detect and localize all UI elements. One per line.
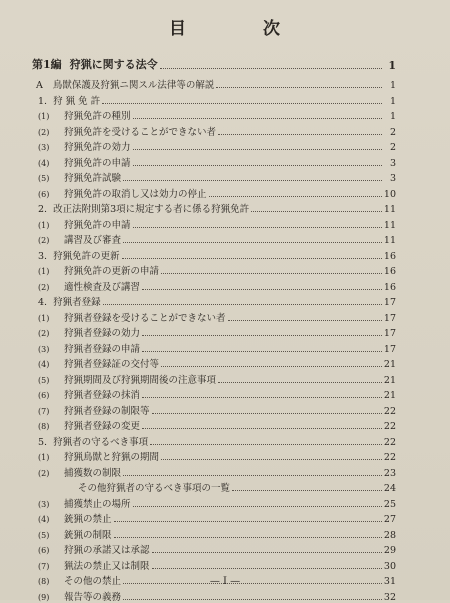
- entry-number: (1): [38, 453, 50, 462]
- page-folio: — I —: [209, 576, 241, 587]
- toc-entry: [32, 355, 396, 371]
- toc-entry: [32, 308, 396, 324]
- entry-page: 21: [383, 390, 396, 401]
- section-number: A: [36, 80, 43, 91]
- entry-page: 22: [383, 421, 396, 432]
- entry-label: 狩猟者登録の制限等: [64, 405, 150, 417]
- leader-dots: [161, 366, 382, 367]
- toc-entry: [32, 370, 396, 386]
- entry-number: (5): [38, 375, 50, 385]
- entry-heading: [38, 527, 112, 541]
- entry-label: 猟法の禁止又は制限: [64, 560, 150, 572]
- toc-entry: [32, 200, 396, 216]
- toc-entry: [32, 169, 396, 185]
- entry-label: 改正法附則第3項に規定する者に係る狩猟免許: [53, 204, 250, 215]
- toc-entry: [32, 138, 396, 154]
- table-of-contents: [32, 52, 396, 603]
- entry-page: 17: [383, 328, 396, 339]
- entry-number: (6): [38, 391, 50, 400]
- entry-heading: [38, 372, 216, 386]
- part-heading: [32, 56, 158, 72]
- entry-page: 30: [383, 560, 396, 572]
- entry-label: 狩猟の承諾又は承認: [64, 545, 150, 556]
- toc-entry: [32, 246, 396, 262]
- leader-dots: [218, 134, 382, 135]
- entry-number: (4): [38, 158, 50, 168]
- toc-entry: [32, 122, 396, 138]
- toc-entry: [32, 494, 396, 510]
- entry-page: 11: [383, 235, 396, 246]
- entry-heading: [38, 93, 100, 107]
- entry-label: 捕獲禁止の場所: [64, 498, 131, 510]
- entry-heading: [78, 480, 230, 494]
- toc-entry: [32, 184, 396, 200]
- entry-number: 4.: [38, 297, 48, 308]
- entry-label: 狩猟免許の種別: [64, 111, 131, 122]
- entry-page: 22: [383, 405, 396, 417]
- toc-entry: [32, 417, 396, 433]
- entry-number: (2): [38, 236, 50, 245]
- entry-page: 22: [383, 436, 396, 448]
- entry-page: 22: [383, 452, 396, 463]
- entry-label: 講習及び審査: [64, 235, 122, 246]
- toc-entry: [32, 91, 396, 107]
- entry-page: 17: [383, 343, 396, 355]
- leader-dots: [160, 68, 382, 69]
- toc-entry: [32, 479, 396, 495]
- leader-dots: [251, 211, 382, 212]
- leader-dots: [133, 149, 382, 150]
- section-label: 鳥獣保護及狩猟ニ関スル法律等の解説: [52, 80, 215, 91]
- entry-label: 報告等の義務: [64, 591, 122, 603]
- entry-label: 適性検査及び講習: [64, 281, 141, 293]
- entry-page: 31: [383, 576, 396, 587]
- toc-entry: [32, 231, 396, 247]
- entry-heading: [38, 511, 112, 525]
- entry-label: 狩猟免許の申請: [64, 157, 131, 169]
- entry-number: 3.: [38, 250, 48, 262]
- leader-dots: [150, 444, 382, 445]
- part-number: 第1編: [32, 58, 62, 71]
- entry-number: (4): [38, 360, 50, 369]
- leader-dots: [161, 459, 382, 460]
- entry-page: 32: [383, 591, 396, 603]
- entry-number: (5): [38, 530, 50, 540]
- entry-number: (6): [38, 546, 50, 555]
- leader-dots: [218, 382, 382, 383]
- toc-entry: [32, 339, 396, 355]
- entry-heading: [38, 170, 121, 184]
- entry-label: その他狩猟者の守るべき事項の一覧: [78, 483, 231, 494]
- entry-heading: [38, 248, 120, 262]
- leader-dots: [142, 428, 382, 429]
- toc-part-entry: [32, 52, 396, 72]
- entry-heading: [38, 325, 140, 339]
- entry-heading: [38, 310, 226, 324]
- leader-dots: [228, 320, 382, 321]
- toc-entry: [32, 525, 396, 541]
- entry-heading: [38, 418, 140, 432]
- entry-number: (1): [38, 220, 50, 230]
- entry-heading: [38, 496, 131, 510]
- entry-number: (2): [38, 282, 50, 292]
- entry-number: (2): [38, 329, 50, 338]
- entry-page: 21: [383, 359, 396, 370]
- leader-dots: [114, 537, 382, 538]
- entry-heading: [38, 186, 207, 200]
- entry-label: 狩猟者登録の効力: [64, 328, 141, 339]
- toc-entry: [32, 324, 396, 340]
- entry-number: (3): [38, 344, 50, 354]
- toc-section-entry: [32, 75, 396, 91]
- entry-label: 狩猟者登録の申請: [64, 343, 141, 355]
- leader-dots: [152, 413, 382, 414]
- entry-number: (4): [38, 515, 50, 524]
- entry-label: 狩猟免許の取消し又は効力の停止: [64, 188, 207, 200]
- entry-number: (2): [38, 468, 50, 478]
- entry-label: 狩猟免許の申請: [64, 219, 131, 231]
- entry-heading: [38, 449, 159, 463]
- entry-heading: [38, 589, 121, 603]
- entry-page: 1: [389, 95, 396, 107]
- entry-number: 1.: [38, 95, 48, 107]
- entry-page: 29: [383, 545, 396, 556]
- part-label: 狩猟に関する法令: [69, 58, 158, 71]
- entry-page: 25: [383, 498, 396, 510]
- entry-heading: [38, 387, 140, 401]
- entry-heading: [38, 294, 101, 308]
- leader-dots: [152, 552, 382, 553]
- entry-page: 2: [389, 142, 396, 153]
- entry-number: (1): [38, 112, 50, 121]
- entry-page: 27: [383, 514, 396, 525]
- entry-label: 狩 猟 免 許: [53, 95, 101, 107]
- entry-label: 銃猟の制限: [64, 529, 112, 541]
- entry-label: その他の禁止: [64, 576, 122, 587]
- leader-dots: [102, 103, 382, 104]
- entry-label: 狩猟者登録の抹消: [64, 390, 141, 401]
- toc-entry: [32, 153, 396, 169]
- entry-number: (7): [38, 406, 50, 416]
- entry-heading: [38, 124, 216, 138]
- entry-label: 狩猟者の守るべき事項: [53, 436, 149, 448]
- entry-number: (7): [38, 561, 50, 571]
- leader-dots: [123, 242, 382, 243]
- entry-label: 狩猟免許の更新: [53, 250, 120, 262]
- entry-heading: [38, 217, 131, 231]
- leader-dots: [114, 521, 382, 522]
- entry-label: 狩猟者登録の変更: [64, 421, 141, 432]
- toc-entry: [32, 262, 396, 278]
- entry-page: 23: [383, 467, 396, 479]
- entry-label: 捕獲数の制限: [64, 467, 122, 479]
- entry-page: 17: [383, 312, 396, 324]
- toc-entry: [32, 107, 396, 123]
- entry-number: (3): [38, 499, 50, 509]
- leader-dots: [122, 258, 382, 259]
- leader-dots: [142, 397, 382, 398]
- entry-number: 2.: [38, 204, 48, 215]
- entry-label: 狩猟免許の効力: [64, 142, 131, 153]
- entry-number: (3): [38, 143, 50, 152]
- entry-page: 3: [389, 157, 396, 169]
- entry-label: 狩猟免許の更新の申請: [64, 266, 160, 277]
- entry-number: (6): [38, 189, 50, 199]
- toc-entry: [32, 448, 396, 464]
- entry-heading: [38, 139, 131, 153]
- leader-dots: [142, 289, 382, 290]
- toc-entry: [32, 432, 396, 448]
- toc-entry: [32, 386, 396, 402]
- toc-entry: [32, 541, 396, 557]
- entry-number: (8): [38, 577, 50, 586]
- toc-entry: [32, 463, 396, 479]
- leader-dots: [133, 227, 382, 228]
- entry-label: 狩猟期間及び狩猟期間後の注意事項: [64, 374, 217, 386]
- entry-number: (9): [38, 592, 50, 602]
- toc-entry: [32, 556, 396, 572]
- leader-dots: [142, 351, 382, 352]
- entry-page: 10: [383, 188, 396, 200]
- entry-heading: [38, 434, 148, 448]
- leader-dots: [209, 196, 382, 197]
- entry-page: 11: [383, 219, 396, 231]
- entry-heading: [38, 155, 131, 169]
- entry-label: 狩猟免許試験: [64, 173, 122, 184]
- entry-number: (2): [38, 127, 50, 137]
- toc-entry: [32, 401, 396, 417]
- entry-label: 狩猟者登録: [53, 297, 101, 308]
- entry-number: (1): [38, 313, 50, 323]
- entry-heading: [38, 341, 140, 355]
- title-char-2: 次: [263, 19, 281, 39]
- section-heading: [36, 77, 214, 91]
- leader-dots: [232, 490, 382, 491]
- entry-heading: [38, 108, 131, 122]
- toc-entry: [32, 277, 396, 293]
- entry-heading: [38, 279, 140, 293]
- leader-dots: [133, 506, 382, 507]
- leader-dots: [161, 273, 382, 274]
- entry-page: 1: [389, 111, 396, 122]
- entry-heading: [38, 558, 150, 572]
- entry-label: 狩猟者登録を受けることができない者: [64, 312, 226, 324]
- entry-label: 狩猟免許を受けることができない者: [64, 126, 217, 138]
- entry-number: 5.: [38, 436, 48, 448]
- entry-heading: [38, 356, 159, 370]
- entry-heading: [38, 542, 150, 556]
- entry-number: (8): [38, 422, 50, 431]
- entry-page: 11: [383, 204, 396, 215]
- leader-dots: [152, 568, 382, 569]
- entry-heading: [38, 403, 150, 417]
- entry-label: 狩猟者登録証の交付等: [64, 359, 160, 370]
- entry-heading: [38, 201, 249, 215]
- entry-page: 16: [383, 266, 396, 277]
- leader-dots: [216, 87, 382, 88]
- leader-dots: [142, 335, 382, 336]
- entry-page: 16: [383, 281, 396, 293]
- entry-heading: [38, 263, 159, 277]
- section-page: 1: [389, 80, 396, 91]
- leader-dots: [133, 165, 382, 166]
- page-title: [0, 14, 450, 39]
- leader-dots: [133, 118, 382, 119]
- leader-dots: [103, 304, 382, 305]
- entry-page: 16: [383, 250, 396, 262]
- entry-page: 3: [389, 173, 396, 184]
- title-char-1: 目: [169, 19, 187, 39]
- toc-entry: [32, 587, 396, 603]
- entry-page: 28: [383, 529, 396, 541]
- toc-entry: [32, 293, 396, 309]
- entry-heading: [38, 465, 121, 479]
- leader-dots: [123, 599, 382, 600]
- entry-number: (5): [38, 174, 50, 183]
- leader-dots: [123, 475, 382, 476]
- entry-label: 銃猟の禁止: [64, 514, 112, 525]
- entry-heading: [38, 232, 121, 246]
- part-page: 1: [388, 59, 396, 72]
- toc-entries: [32, 91, 396, 603]
- entry-page: 21: [383, 374, 396, 386]
- leader-dots: [123, 180, 382, 181]
- entry-label: 狩猟鳥獣と狩猟の期間: [64, 452, 160, 463]
- entry-number: (1): [38, 267, 50, 276]
- entry-page: 24: [383, 483, 396, 494]
- entry-page: 17: [383, 297, 396, 308]
- toc-entry: [32, 510, 396, 526]
- toc-entry: [32, 215, 396, 231]
- entry-page: 2: [389, 126, 396, 138]
